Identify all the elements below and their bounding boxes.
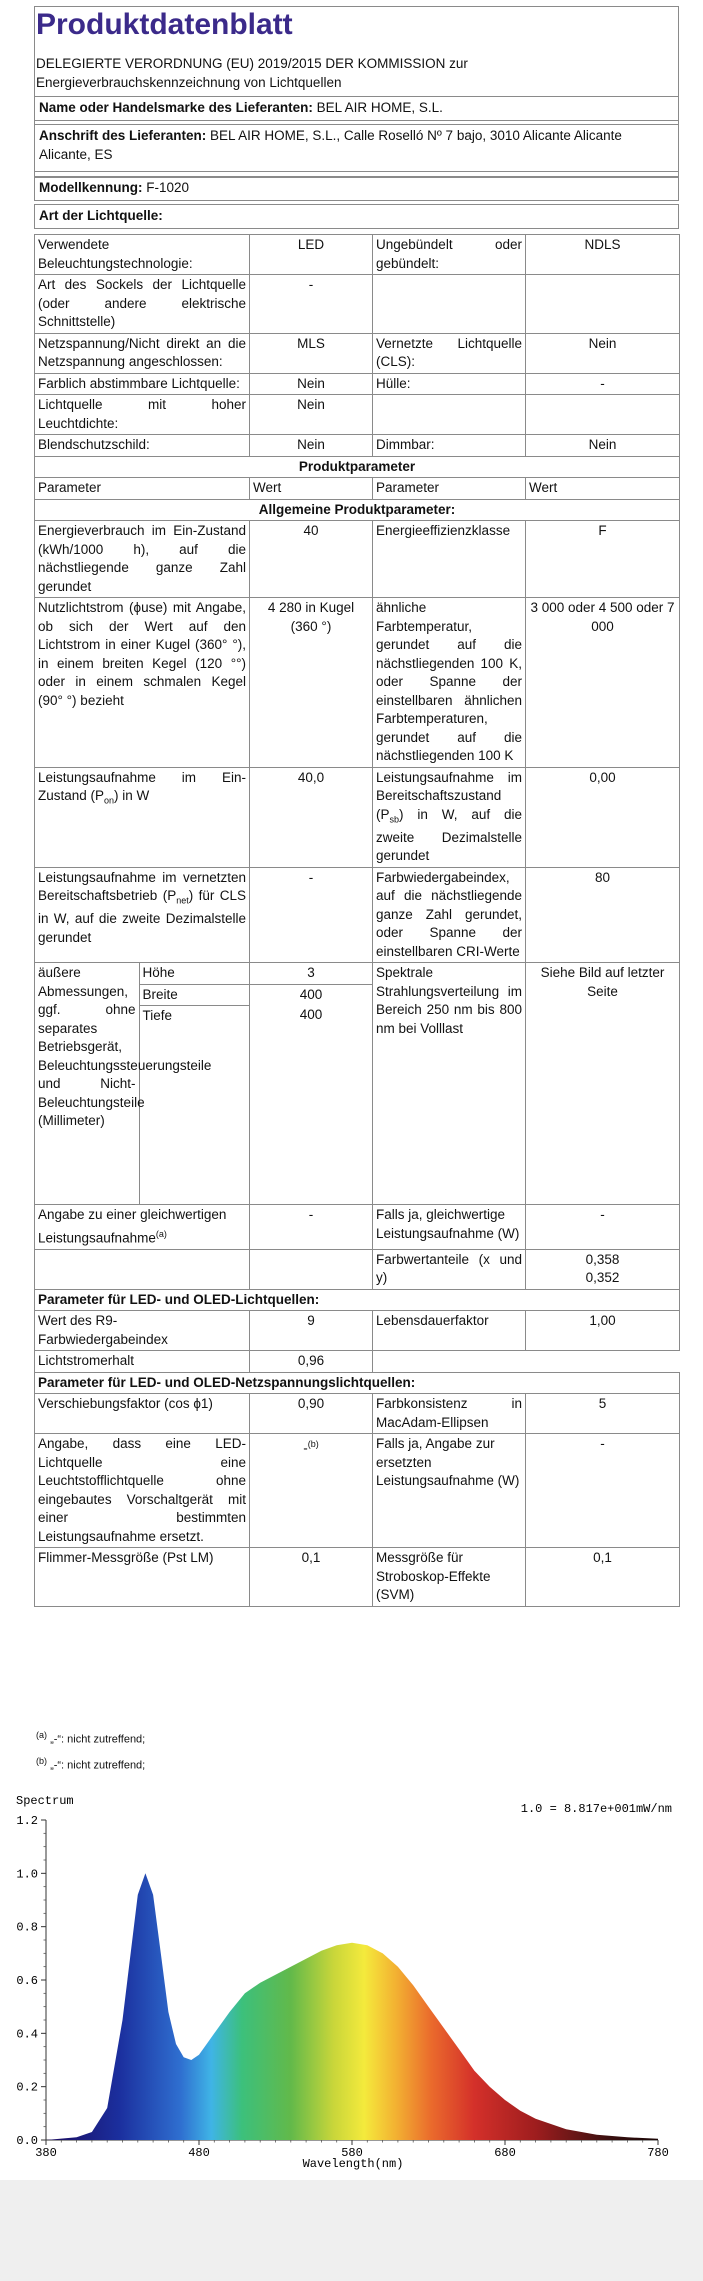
y-tick-label: 1.2 — [16, 1814, 38, 1828]
table-row — [35, 1249, 680, 1289]
footnote-ref: (a) — [155, 1228, 167, 1239]
table-row — [35, 1205, 680, 1250]
cell-value: F — [526, 521, 680, 598]
cell-param: Blendschutzschild: — [35, 435, 250, 457]
table-row — [35, 1548, 680, 1607]
cell-param: ähnliche Farbtemperatur, gerundet auf die nächstliegenden 100 K, oder Spanne der einstellbaren ähnlichen Farbtemperaturen, gerundet auf die nächstliegenden 100 K — [373, 598, 526, 768]
spectrum-chart — [12, 1792, 680, 2177]
footnote-text: „-“: nicht zutreffend; — [50, 1733, 146, 1746]
table-row — [35, 1311, 680, 1351]
y-tick-label: 0.4 — [16, 2027, 38, 2042]
cell-value: - — [526, 373, 680, 395]
table-row — [35, 598, 680, 768]
text-part: Leistungsaufnahme im vernetzten Bereitschaftsbetrieb (P — [38, 869, 246, 904]
table-row — [35, 333, 680, 373]
dimension-label: Tiefe — [139, 1006, 250, 1205]
model-row — [34, 176, 679, 201]
model-value: F-1020 — [146, 180, 190, 195]
cell-param: Falls ja, Angabe zur ersetzten Leistungsaufnahme (W) — [373, 1434, 526, 1548]
y-tick-label: 0.6 — [16, 1974, 38, 1988]
footnote-text: „-“: nicht zutreffend; — [50, 1759, 146, 1772]
cell-param: Angabe, dass eine LED-Lichtquelle eine Leuchtstofflichtquelle ohne eingebautes Vorschaltgerät mit einer bestimmten Leistungsaufnahme ersetzt. — [35, 1434, 250, 1548]
cell-value — [526, 275, 680, 334]
cell-value: 40,0 — [250, 767, 373, 867]
text-part: Leistungsaufnahme im Ein-Zustand (P — [38, 769, 246, 803]
table-row — [35, 521, 680, 598]
table-row — [35, 867, 680, 963]
chromaticity-x: 0,358 — [585, 1251, 620, 1267]
table-row — [35, 395, 680, 435]
model-label: Modellkennung: — [39, 180, 143, 195]
light-source-type-row — [34, 204, 679, 229]
cell-param — [373, 395, 526, 435]
table-row — [35, 963, 680, 1205]
supplier-name-row — [34, 96, 679, 121]
cell-param: Flimmer-Messgröße (Pst LM) — [35, 1548, 250, 1607]
table-row — [35, 235, 680, 275]
cell-param — [373, 767, 526, 867]
table-row — [35, 435, 680, 457]
cell-value: Nein — [250, 435, 373, 457]
cell-param: Verwendete Beleuchtungstechnologie: — [35, 235, 250, 275]
section-heading-row — [35, 1372, 680, 1394]
cell-value: Siehe Bild auf letzter Seite — [526, 963, 680, 1205]
supplier-address-value: BEL AIR HOME, S.L., Calle Roselló Nº 7 bajo, 3010 Alicante Alicante Alicante, ES — [39, 128, 622, 162]
footnote-a — [36, 1730, 145, 1746]
cell-value: Nein — [250, 373, 373, 395]
cell-param: Hülle: — [373, 373, 526, 395]
cell-param: Vernetzte Lichtquelle (CLS): — [373, 333, 526, 373]
cell-value: 0,90 — [250, 1394, 373, 1434]
table-row — [35, 1351, 680, 1373]
cell-param: Energieverbrauch im Ein-Zustand (kWh/1000 h), auf die nächstliegende ganze Zahl gerundet — [35, 521, 250, 598]
supplier-address-label: Anschrift des Lieferanten: — [39, 128, 207, 143]
supplier-address-row — [34, 124, 679, 172]
cell-param: Messgröße für Stroboskop-Effekte (SVM) — [373, 1548, 526, 1607]
cell-value — [250, 1434, 373, 1548]
column-header: Wert — [250, 478, 373, 500]
light-source-table — [34, 234, 680, 1607]
table-row — [35, 767, 680, 867]
text-part: ) für CLS in W, auf die zweite Dezimalstelle gerundet — [38, 888, 247, 945]
cell-param: äußere Abmessungen, ggf. ohne separates Betriebsgerät, Beleuchtungssteuerungsteile und Nicht-Beleuchtungsteile (Millimeter) — [35, 963, 139, 1204]
supplier-name-value: BEL AIR HOME, S.L. — [316, 100, 443, 115]
x-tick-label: 580 — [341, 2146, 363, 2160]
cell-param: Ungebündelt oder gebündelt: — [373, 235, 526, 275]
cell-value: 4 280 in Kugel (360 °) — [250, 598, 373, 768]
cell-value: - — [250, 867, 373, 963]
cell-value: 9 — [250, 1311, 373, 1351]
dimensions-subtable — [35, 963, 250, 1204]
cell-empty — [373, 1351, 680, 1373]
section-heading-row — [35, 1289, 680, 1311]
cell-param — [35, 867, 250, 963]
chart-annotation: 1.0 = 8.817e+001mW/nm — [520, 1802, 672, 1816]
cell-value: MLS — [250, 333, 373, 373]
cell-value: 0,00 — [526, 767, 680, 867]
cell-value: Nein — [250, 395, 373, 435]
column-header: Parameter — [35, 478, 250, 500]
cell-empty — [250, 1249, 373, 1289]
text-sub: on — [104, 795, 115, 806]
cell-value: 1,00 — [526, 1311, 680, 1351]
x-axis-label: Wavelength(nm) — [302, 2157, 404, 2171]
footnote-b — [36, 1756, 145, 1772]
product-params-heading: Produktparameter — [35, 456, 680, 478]
table-row — [35, 373, 680, 395]
cell-param: Verschiebungsfaktor (cos ϕ1) — [35, 1394, 250, 1434]
x-tick-label: 780 — [647, 2146, 669, 2160]
text-sub: net — [176, 895, 189, 906]
cell-param: Lichtquelle mit hoher Leuchtdichte: — [35, 395, 250, 435]
text-part: ) in W, auf die zweite Dezimalstelle gerundet — [376, 806, 522, 864]
cell-value: 3 000 oder 4 500 oder 7 000 — [526, 598, 680, 768]
table-row — [35, 275, 680, 334]
cell-value: - — [250, 1205, 373, 1250]
cell-value: 80 — [526, 867, 680, 963]
cell-param: Farbwiedergabeindex, auf die nächstliegende ganze Zahl gerundet, oder Spanne der einstellbaren CRI-Werte — [373, 867, 526, 963]
cell-param: Nutzlichtstrom (ϕuse) mit Angabe, ob sich der Wert auf den Lichtstrom in einer Kugel (360° °), in einem breiten Kegel (120 °°) oder in einem schmalen Kegel (90° °) bezieht — [35, 598, 250, 768]
cell-value: 5 — [526, 1394, 680, 1434]
general-params-heading: Allgemeine Produktparameter: — [35, 499, 680, 521]
y-tick-label: 0.8 — [16, 1920, 38, 1935]
text-sub: sb — [389, 814, 400, 825]
table-row — [35, 963, 250, 984]
section-heading-row — [35, 456, 680, 478]
regulation-intro: DELEGIERTE VERORDNUNG (EU) 2019/2015 DER KOMMISSION zur Energieverbrauchskennzeichnung von Lichtquellen — [36, 56, 468, 90]
text-part: Leistungsaufnahme im Bereitschaftszustand (P — [376, 769, 522, 822]
dimensions-values-cell — [250, 963, 373, 1205]
cell-param: Energieeffizienzklasse — [373, 521, 526, 598]
led-mains-params-heading: Parameter für LED- und OLED-Netzspannungslichtquellen: — [35, 1372, 680, 1394]
spectrum-area — [46, 1873, 658, 2140]
cell-param — [35, 1205, 250, 1250]
supplier-name-label: Name oder Handelsmarke des Lieferanten: — [39, 100, 313, 115]
cell-value: NDLS — [526, 235, 680, 275]
cell-value: 0,96 — [250, 1351, 373, 1373]
cell-param: Farblich abstimmbare Lichtquelle: — [35, 373, 250, 395]
cell-value: 0,1 — [250, 1548, 373, 1607]
dimension-value: 400 — [299, 986, 323, 1002]
table-row — [35, 1434, 680, 1548]
column-header: Wert — [526, 478, 680, 500]
y-tick-label: 0.0 — [16, 2134, 38, 2148]
cell-value: 0,1 — [526, 1548, 680, 1607]
cell-param: Dimmbar: — [373, 435, 526, 457]
dimension-value: 400 — [299, 1007, 323, 1023]
dimension-label: Höhe — [139, 963, 250, 984]
text-part: - — [303, 1440, 308, 1456]
table-header-row — [35, 478, 680, 500]
cell-param: Farbkonsistenz in MacAdam-Ellipsen — [373, 1394, 526, 1434]
cell-param: Farbwertanteile (x und y) — [373, 1249, 526, 1289]
cell-param — [373, 275, 526, 334]
cell-param — [35, 767, 250, 867]
cell-value — [526, 1249, 680, 1289]
chart-title: Spectrum — [16, 1794, 74, 1808]
cell-value: Nein — [526, 435, 680, 457]
cell-param: Lebensdauerfaktor — [373, 1311, 526, 1351]
dimension-value: 3 — [250, 963, 372, 985]
footnote-mark: (b) — [36, 1756, 47, 1766]
cell-value: - — [526, 1205, 680, 1250]
x-tick-label: 480 — [188, 2146, 210, 2160]
section-heading-row — [35, 499, 680, 521]
text-part: ) in W — [114, 788, 150, 803]
cell-value: LED — [250, 235, 373, 275]
cell-param: Netzspannung/Nicht direkt an die Netzspannung angeschlossen: — [35, 333, 250, 373]
led-params-heading: Parameter für LED- und OLED-Lichtquellen: — [35, 1289, 680, 1311]
dimension-label: Breite — [139, 984, 250, 1006]
y-tick-label: 0.2 — [16, 2080, 38, 2095]
cell-empty — [35, 1249, 250, 1289]
dimensions-cell — [35, 963, 250, 1205]
column-header: Parameter — [373, 478, 526, 500]
footnote-ref: (b) — [307, 1439, 319, 1450]
table-row — [35, 1394, 680, 1434]
cell-param: Art des Sockels der Lichtquelle (oder andere elektrische Schnittstelle) — [35, 275, 250, 334]
x-tick-label: 680 — [494, 2146, 516, 2160]
cell-param: Spektrale Strahlungsverteilung im Bereich 250 nm bis 800 nm bei Volllast — [373, 963, 526, 1205]
cell-value: - — [526, 1434, 680, 1548]
footnote-mark: (a) — [36, 1730, 47, 1740]
cell-value: - — [250, 275, 373, 334]
cell-param: Wert des R9-Farbwiedergabeindex — [35, 1311, 250, 1351]
light-source-type-label: Art der Lichtquelle: — [39, 208, 163, 223]
chromaticity-y: 0,352 — [585, 1270, 620, 1286]
y-tick-labels — [16, 1814, 46, 2148]
cell-value — [526, 395, 680, 435]
cell-value: 40 — [250, 521, 373, 598]
cell-param: Falls ja, gleichwertige Leistungsaufnahme (W) — [373, 1205, 526, 1250]
x-tick-label: 380 — [35, 2146, 57, 2160]
cell-value: Nein — [526, 333, 680, 373]
y-tick-label: 1.0 — [16, 1867, 38, 1882]
page-title: Produktdatenblatt — [36, 8, 293, 41]
text-part: Angabe zu einer gleichwertigen Leistungsaufnahme — [38, 1207, 227, 1246]
cell-param: Lichtstromerhalt — [35, 1351, 250, 1373]
